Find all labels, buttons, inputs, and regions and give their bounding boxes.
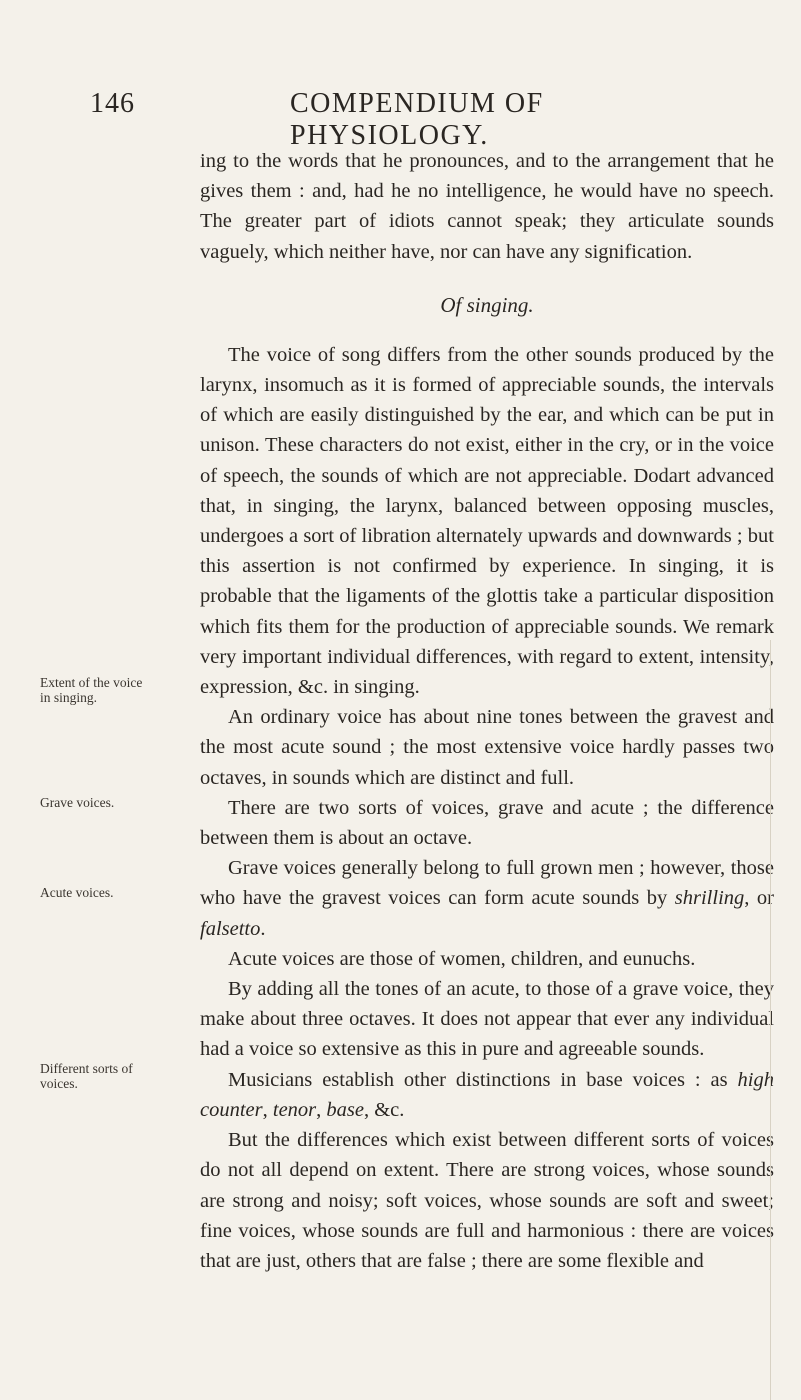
paragraph-grave-voices: [200, 853, 774, 944]
paragraph-extent: An ordinary voice has about nine tones between the gravest and the most acute sound ; the most extensive voice hardly passes two octaves, in sounds which are distinct and full.: [200, 706, 774, 789]
base-term: base: [326, 1098, 364, 1121]
paragraph-continuation: ing to the words that he pronounces, and to the arrangement that he gives them : and, had he no intelligence, he would have no speech. The greater part of idiots cannot speak; they articulate sounds vaguely, which neither have, nor can have any signification.: [200, 150, 774, 263]
page-number: 146: [90, 88, 135, 119]
falsetto-term: falsetto: [200, 917, 261, 940]
high-counter-term: high counter: [200, 1068, 774, 1121]
margin-note-extent: Extent of the voice in singing.: [40, 675, 143, 705]
tenor-term: tenor: [272, 1098, 317, 1121]
margin-note-acute: Acute voices.: [40, 885, 114, 900]
paragraph-acute-voices: Acute voices are those of women, children, and eunuchs.: [228, 947, 696, 970]
running-head: COMPENDIUM OF PHYSIOLOGY.: [290, 88, 544, 151]
paragraph-two-sorts: There are two sorts of voices, grave and acute ; the difference between them is about an octave.: [200, 796, 774, 850]
page-header: [90, 88, 730, 151]
comma: ,: [262, 1098, 273, 1121]
paragraph-song-voice: The voice of song differs from the other sounds produced by the larynx, insomuch as it is formed of appreciable sounds, the intervals of which are easily distinguished by the ear, and which can be put in unison. These characters do not exist, either in the cry, or in the voice of speech, the sounds of which are not appreciable. Dodart advanced that, in singing, the larynx, balanced between opposing muscles, undergoes a sort of libration alternately upwards and downwards ; but this assertion is not confirmed by experience. In singing, it is probable that the ligaments of the glottis take a particular disposition which fits them for the production of appreciable sounds. We remark very important individual differences, with regard to extent, intensity, expression, &c. in singing.: [200, 343, 774, 699]
margin-note-grave: Grave voices.: [40, 795, 115, 810]
page-edge-shadow: [770, 640, 801, 1400]
grave-text: Grave voices generally belong to full grown men ; however, those who have the gravest voices can form acute sounds by: [200, 857, 774, 910]
paragraph-three-octaves: By adding all the tones of an acute, to those of a grave voice, they make about three octaves. It does not appear that ever any individual had a voice so extensive as this in pure and agreeable sounds.: [200, 978, 774, 1061]
paragraph-musicians: [200, 1065, 774, 1125]
shrilling-term: shrilling: [674, 887, 745, 910]
grave-text-end: .: [260, 917, 266, 940]
comma: ,: [316, 1098, 327, 1121]
musicians-text: Musicians establish other distinctions in base voices : as: [228, 1068, 738, 1091]
etc: , &c.: [363, 1098, 405, 1121]
paragraph-differences: But the differences which exist between different sorts of voices do not all depend on extent. There are strong voices, whose sounds are strong and noisy; soft voices, whose sounds are soft and sweet; fine voices, whose sounds are full and harmonious : there are voices that are just, others that are false ; there are some flexible and: [200, 1129, 774, 1272]
page-body: [200, 146, 774, 1276]
section-heading: Of singing.: [440, 292, 534, 317]
grave-text-or: , or: [744, 887, 774, 910]
margin-note-different: Different sorts of voices.: [40, 1061, 133, 1091]
